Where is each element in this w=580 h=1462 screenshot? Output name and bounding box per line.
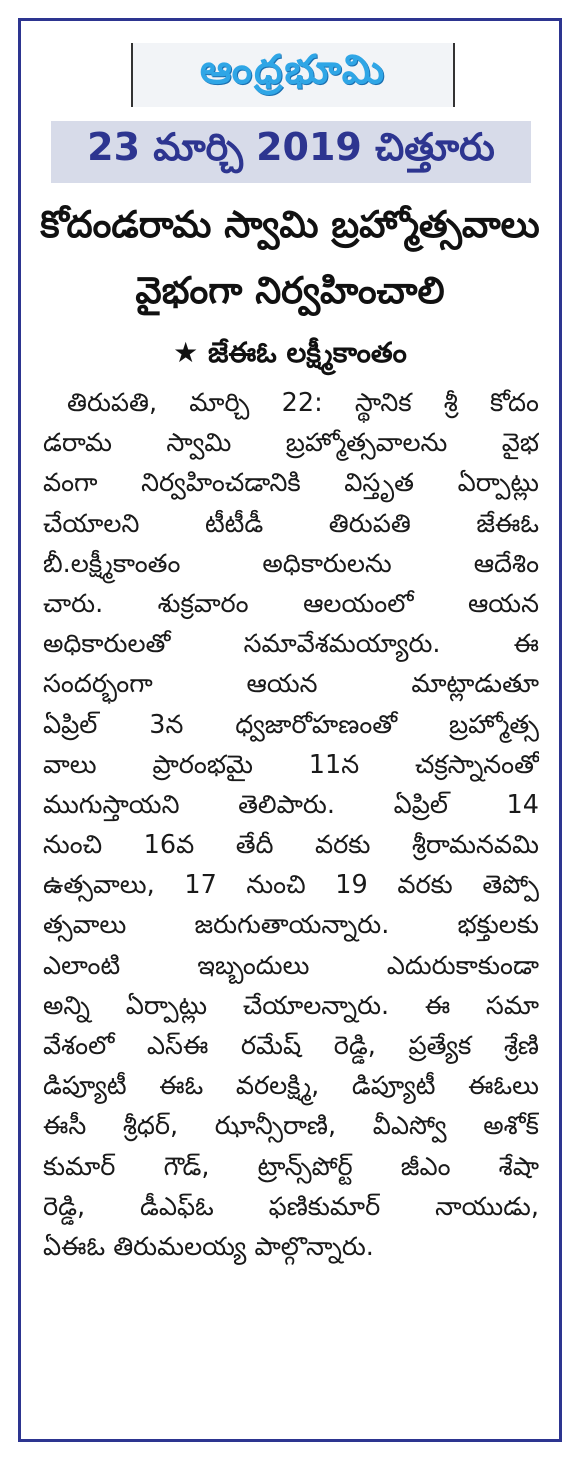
article-line: వంగా నిర్వహించడానికి విస్తృత ఏర్పాట్లు <box>43 468 539 499</box>
headline-line-2: వైభంగా నిర్వహించాలి <box>135 269 445 312</box>
article-line: ఎలాంటి ఇబ్బందులు ఎదురుకాకుండా <box>43 950 539 981</box>
headline-line-1: కోదండరామ స్వామి బ్రహ్మోత్సవాలు <box>40 203 540 246</box>
article-line: బీ.లక్ష్మీకాంతం అధికారులను ఆదేశిం <box>43 548 539 579</box>
masthead-logo-text: ఆంధ్రభూమి <box>199 47 387 93</box>
byline: ★ జేఈఓ లక్ష్మీకాంతం <box>173 336 407 369</box>
news-clipping <box>18 18 562 1442</box>
article-line: చారు. శుక్రవారం ఆలయంలో ఆయన <box>43 588 539 619</box>
masthead-logo <box>131 43 455 107</box>
article-line: త్సవాలు జరుగుతాయన్నారు. భక్తులకు <box>43 910 539 941</box>
article-line: ఏప్రిల్ 3న ధ్వజారోహణంతో బ్రహ్మోత్స <box>43 709 539 740</box>
article-line: వేశంలో ఎస్ఈ రమేష్ రెడ్డి, ప్రత్యేక శ్రేణి <box>43 1031 539 1061</box>
article-line: చేయాలని టీటీడీ తిరుపతి జేఈఓ <box>43 508 539 539</box>
article-line: తిరుపతి, మార్చి 22: స్థానిక శ్రీ కోదం <box>67 388 539 418</box>
article-line: వాలు ప్రారంభమై 11న చక్రస్నానంతో <box>43 749 539 780</box>
article-line: అన్ని ఏర్పాట్లు చేయాలన్నారు. ఈ సమా <box>43 990 539 1021</box>
article-line: ముగుస్తాయని తెలిపారు. ఏప్రిల్ 14 <box>43 789 539 820</box>
article-line: డిప్యూటీ ఈఓ వరలక్ష్మి, డిప్యూటీ ఈఓలు <box>43 1071 539 1102</box>
article-line: రెడ్డి, డీఎఫ్ఓ ఫణికుమార్ నాయుడు, <box>43 1191 539 1222</box>
article-line: సందర్భంగా ఆయన మాట్లాడుతూ <box>43 669 539 700</box>
article-body <box>43 383 539 1267</box>
dateline-text: 23 మార్చి 2019 చిత్తూరు <box>87 125 495 169</box>
article-line: ఈసీ శ్రీధర్, ఝాన్సీరాణి, వీఎస్వో అశోక్ <box>43 1111 539 1142</box>
article-line: నుంచి 16వ తేదీ వరకు శ్రీరామనవమి <box>43 830 539 861</box>
dateline-banner <box>51 121 531 183</box>
article-line: ఏఈఓ తిరుమలయ్య పాల్గొన్నారు. <box>43 1231 374 1262</box>
article-line: కుమార్ గౌడ్, ట్రాన్స్‌పోర్ట్ జీఎం శేషా <box>43 1151 539 1182</box>
article-line: అధికారులతో సమావేశమయ్యారు. ఈ <box>43 629 539 660</box>
article-line: ఉత్సవాలు, 17 నుంచి 19 వరకు తెప్పో <box>43 870 539 901</box>
article-line: డరామ స్వామి బ్రహ్మోత్సవాలను వైభ <box>43 428 539 459</box>
